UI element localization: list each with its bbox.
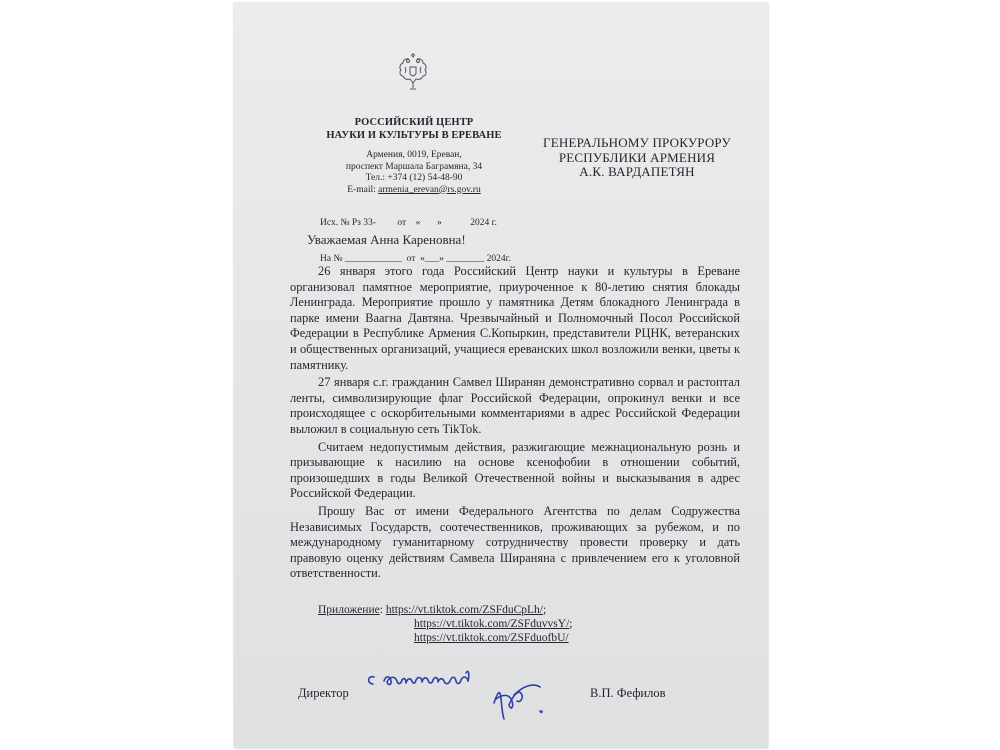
- signer-title: Директор: [298, 686, 349, 700]
- organization-name: [314, 116, 514, 142]
- paragraph: Считаем недопустимым действия, разжигающие межнациональную рознь и призывающие к насилию на основе ксенофобии в отношении событий, произошедших в годы Великой Отечественной войны и высказывания в адрес Российской Федерации.: [290, 439, 740, 501]
- attachment-link[interactable]: https://vt.tiktok.com/ZSFduvvsY/: [414, 618, 570, 630]
- org-name-line2: НАУКИ И КУЛЬТУРЫ В ЕРЕВАНЕ: [326, 130, 502, 141]
- organization-address: [314, 150, 514, 196]
- salutation: Уважаемая Анна Кареновна!: [307, 232, 466, 247]
- handwritten-signature: [364, 663, 604, 723]
- address-line1: Армения, 0019, Ереван,: [366, 150, 462, 160]
- letter-body: [290, 264, 740, 584]
- email-address: armenia_erevan@rs.gov.ru: [378, 184, 481, 195]
- paragraph: Прошу Вас от имени Федерального Агентства по делам Содружества Независимых Государств, соотечественников, проживающих за рубежом, и по международному гуманитарному сотрудничеству провести проверку и дать правовую оценку действиям Самвела Ширaняна с привлечением его к уголовной ответственности.: [290, 503, 740, 581]
- recipient-block: [532, 136, 742, 180]
- attachment-row: https://vt.tiktok.com/ZSFduvvsY/;: [414, 618, 573, 630]
- address-line2: проспект Маршала Баграмяна, 34: [345, 161, 483, 172]
- paragraph: 27 января с.г. гражданин Самвел Ширанян демонстративно сорвал и растоптал ленты, символизирующие флаг Российской Федерации, опрокинул венки и все происходящее с оскорбительными комментариями в адрес Российской Федерации выложил в социальную сеть TikTok.: [290, 375, 740, 436]
- signer-name: В.П. Фефилов: [590, 686, 666, 700]
- attachment-label: Приложение: [318, 604, 380, 616]
- recipient-line1: ГЕНЕРАЛЬНОМУ ПРОКУРОРУ: [543, 135, 731, 150]
- double-headed-eagle-emblem-icon: [397, 53, 429, 91]
- recipient-line3: А.К. ВАРДАПЕТЯН: [579, 164, 695, 179]
- attachments: [318, 603, 572, 645]
- incoming-reference: На № ____________ от «___» ________ 2024г.: [320, 254, 511, 264]
- attachment-link[interactable]: https://vt.tiktok.com/ZSFduofbU/: [414, 632, 569, 644]
- attachment-row: [318, 631, 572, 645]
- attachment-link[interactable]: https://vt.tiktok.com/ZSFduCpLh/: [385, 604, 543, 616]
- attachment-row: Приложение: https://vt.tiktok.com/ZSFduCpLh/;: [318, 604, 547, 616]
- email-label: E-mail:: [347, 184, 376, 195]
- outgoing-reference: Исх. № Рз 33- от « » 2024 г.: [320, 218, 497, 228]
- recipient-line2: РЕСПУБЛИКИ АРМЕНИЯ: [558, 149, 716, 165]
- org-name-line1: РОССИЙСКИЙ ЦЕНТР: [354, 117, 474, 128]
- paragraph: 26 января этого года Российский Центр науки и культуры в Ереване организовал памятное мероприятие, приуроченное к 80-летию снятия блокады Ленинграда. Мероприятие прошло у памятника Детям блокадного Ленинграда в парке имени Ваагна Давтяна. Чрезвычайный и Полномочный Посол Российской Федерации в Республике Армения С.Копыркин, представители РЦНК, ветеранских и общественных организаций, учащиеся ереванских школ возложили венки, цветы к памятнику.: [290, 264, 740, 372]
- phone-line: Тел.: +374 (12) 54-48-90: [365, 173, 463, 183]
- letter-page: [234, 3, 768, 748]
